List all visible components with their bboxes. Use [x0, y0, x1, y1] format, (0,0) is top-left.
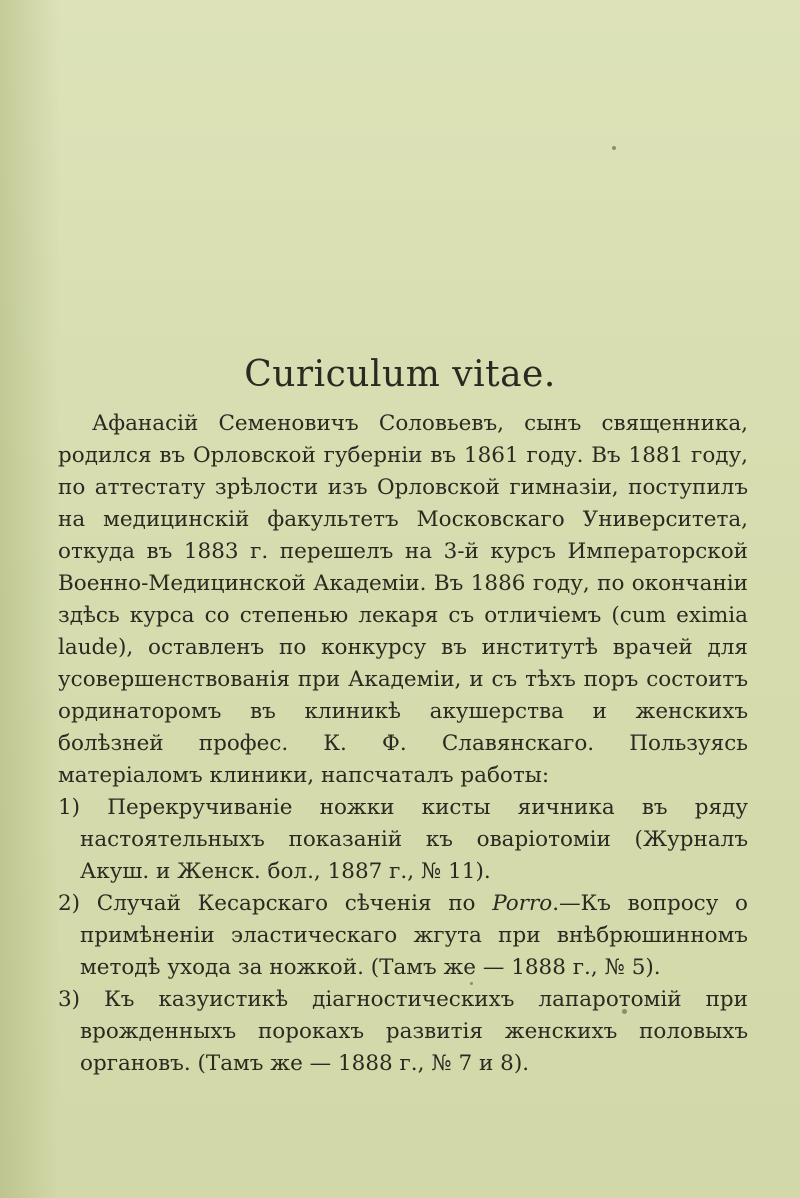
publication-item	[58, 888, 748, 984]
publication-text: Къ казуистикѣ діагностическихъ лапаротомій при врожденныхъ порокахъ развитія женскихъ половыхъ органовъ. (Тамъ же — 1888 г., № 7 и 8).	[80, 987, 748, 1076]
publication-number: 3)	[58, 987, 81, 1012]
publication-text	[80, 891, 748, 980]
publication-text-after: .—Къ вопросу о примѣненіи эластическаго жгута при внѣбрюшинномъ методѣ ухода за ножкой. (Тамъ же — 1888 г., № 5).	[80, 891, 749, 980]
publication-text: Перекручиваніе ножки кисты яичника въ ряду настоятельныхъ показаній къ оваріотоміи (Журналъ Акуш. и Женск. бол., 1887 г., № 11).	[80, 795, 748, 884]
publications-list	[58, 792, 748, 1080]
body-text	[58, 408, 748, 1080]
publication-number: 1)	[58, 795, 81, 820]
publication-text-before: Случай Кесарскаго сѣченія по	[96, 891, 493, 916]
publication-emphasis: Porro	[492, 891, 553, 916]
page-title: Curiculum vitae.	[244, 354, 556, 395]
publication-number: 2)	[58, 891, 81, 916]
publication-item	[58, 984, 748, 1080]
paper-speck	[612, 146, 616, 150]
biography-paragraph: Афанасій Семеновичъ Соловьевъ, сынъ священника, родился въ Орловской губерніи въ 1861 году. Въ 1881 году, по аттестату зрѣлости изъ Орловской гимназіи, поступилъ на медицинскій факультетъ Московскаго Университета, откуда въ 1883 г. перешелъ на 3-й курсъ Императорской Военно-Медицинской Академіи. Въ 1886 году, по окончаніи здѣсь курса со степенью лекаря съ отличіемъ (cum eximia laude), оставленъ по конкурсу въ институтѣ врачей для усовершенствованія при Академіи, и съ тѣхъ поръ состоитъ ординаторомъ въ клиникѣ акушерства и женскихъ болѣзней профес. К. Ф. Славянскаго. Пользуясь матеріаломъ клиники, напсчаталъ работы:	[58, 411, 748, 788]
publication-item	[58, 792, 748, 888]
